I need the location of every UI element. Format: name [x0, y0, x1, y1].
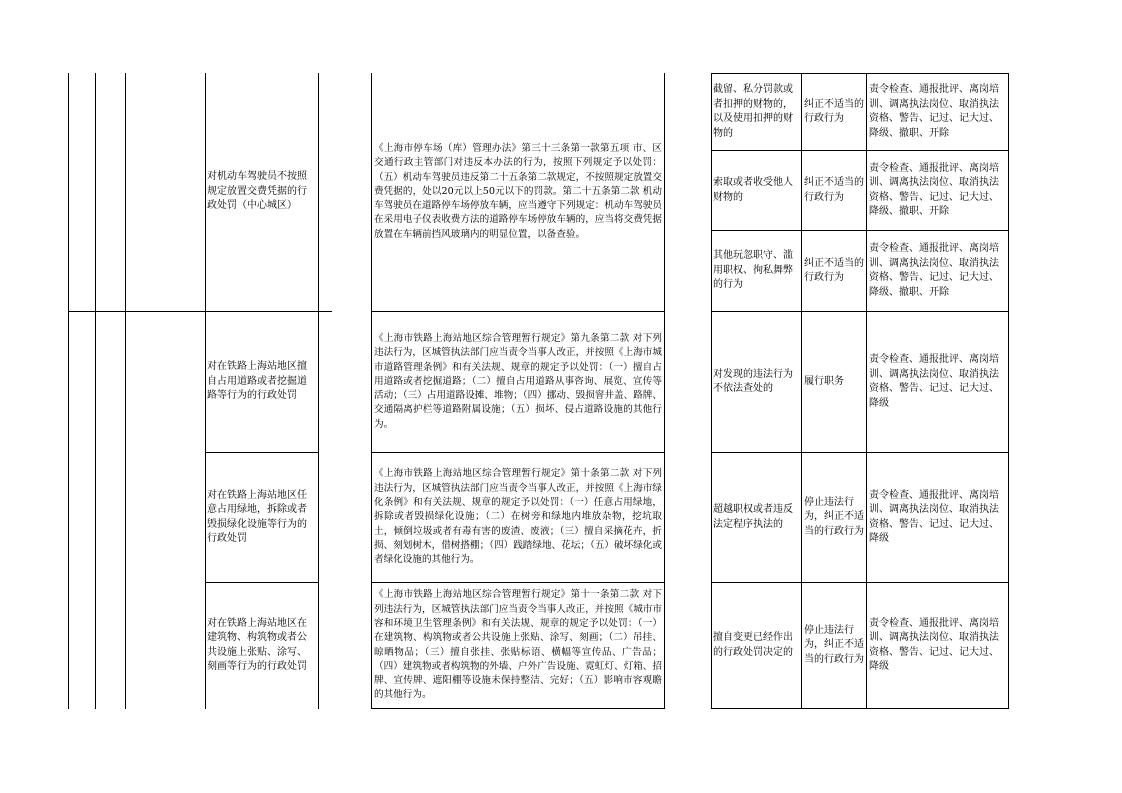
grid-line — [205, 73, 206, 709]
grid-line — [318, 73, 319, 709]
item-name: 对在铁路上海站地区在建筑物、构筑物或者公共设施上张贴、涂写、刻画等行为的行政处罚 — [207, 617, 307, 672]
duty-situation-cell — [713, 74, 799, 150]
duty-situation-cell — [713, 312, 799, 452]
duty-situation-cell — [713, 583, 799, 708]
accountability-cell — [869, 151, 1006, 230]
legal-basis: 《上海市铁路上海站地区综合管理暂行规定》第十条第二款 对下列违法行为，区城管执法部门应当责令当事人改正，并按照《上海市绿化条例》和有关法规、规章的规定予以处罚：（一）任意占用绿地，拆除或者毁损绿化设施；（二）在树旁和绿地内堆放杂物，挖坑取土，倾倒垃圾或者有毒有害的废渣、废液；（三）擅自采摘花卉，折损、刻划树木，借树搭棚；（四）践踏绿地、花坛；（五）破坏绿化或者绿化设施的其他行为。 — [374, 468, 662, 566]
handling: 纠正不适当的行政行为 — [804, 257, 864, 283]
item-name: 对在铁路上海站地区擅自占用道路或者挖掘道路等行为的行政处罚 — [207, 361, 307, 402]
grid-line — [95, 73, 96, 709]
grid-line — [664, 73, 665, 709]
grid-line — [371, 708, 664, 709]
duty-situation: 截留、私分罚款或者扣押的财物的，以及使用扣押的财物的 — [713, 84, 793, 139]
handling: 纠正不适当的行政行为 — [804, 177, 864, 203]
duty-situation: 索取或者收受他人财物的 — [713, 177, 793, 203]
legal-basis: 《上海市铁路上海站地区综合管理暂行规定》第十一条第二款 对下列违法行为，区城管执法部门应当责令当事人改正，并按照《城市市容和环境卫生管理条例》和有关法规、规章的规定予以处罚：（一）在建筑物、构筑物或者公共设施上张贴、涂写、刻画；（二）吊挂、晾晒物品；（三）擅自张挂、张贴标语、横幅等宣传品、广告品；（四）建筑物或者构筑物的外墙、户外广告设施、霓虹灯、灯箱、招牌、宣传牌、遮阳棚等设施未保持整洁、完好；（五）影响市容观瞻的其他行为。 — [374, 589, 662, 701]
item-name-cell — [207, 453, 315, 582]
duty-situation: 对发现的违法行为不依法查处的 — [713, 368, 793, 394]
accountability-cell — [869, 583, 1006, 708]
grid-line — [711, 708, 1008, 709]
legal-basis-cell — [374, 453, 662, 582]
accountability: 责令检查、通报批评、离岗培训、调离执法岗位、取消执法资格、警告、记过、记大过、降级 — [869, 489, 999, 544]
legal-basis: 《上海市停车场（库）管理办法》第三十三条第一款第五项 市、区交通行政主管部门对违反本办法的行为，按照下列规定予以处罚：（五）机动车驾驶员违反第二十五条第二款规定，不按照规定放置交费凭据的，处以20元以上50元以下的罚款。第二十五条第二款 机动车驾驶员在道路停车场停放车辆，应当遵守下列规定：机动车驾驶员在采用电子仪表收费方法的道路停车场停放车辆的，应当将交费凭据放置在车辆前挡风玻璃内的明显位置，以备查验。 — [374, 142, 662, 240]
grid-line — [801, 73, 802, 709]
accountability: 责令检查、通报批评、离岗培训、调离执法岗位、取消执法资格、警告、记过、记大过、降级、撤职、开除 — [869, 243, 999, 298]
grid-line — [68, 73, 69, 709]
duty-situation-cell — [713, 231, 799, 311]
accountability-cell — [869, 74, 1006, 150]
item-name: 对机动车驾驶员不按照规定放置交费凭据的行政处罚（中心城区） — [207, 171, 307, 212]
item-name-cell — [207, 583, 315, 708]
handling-cell — [804, 583, 864, 708]
duty-situation-cell — [713, 453, 799, 582]
accountability: 责令检查、通报批评、离岗培训、调离执法岗位、取消执法资格、警告、记过、记大过、降级 — [869, 617, 999, 672]
handling-cell — [804, 231, 864, 311]
handling: 纠正不适当的行政行为 — [804, 98, 864, 124]
item-name-cell — [207, 73, 315, 311]
legal-basis-cell — [374, 583, 662, 708]
accountability: 责令检查、通报批评、离岗培训、调离执法岗位、取消执法资格、警告、记过、记大过、降级 — [869, 354, 999, 409]
duty-situation: 擅自变更已经作出的行政处罚决定的 — [713, 632, 793, 658]
grid-line — [125, 73, 126, 709]
handling-cell — [804, 312, 864, 452]
handling: 停止违法行为，纠正不适当的行政行为 — [804, 624, 864, 665]
grid-line — [711, 73, 712, 709]
duty-situation-cell — [713, 151, 799, 230]
duty-situation: 超越职权或者违反法定程序执法的 — [713, 504, 793, 530]
accountability: 责令检查、通报批评、离岗培训、调离执法岗位、取消执法资格、警告、记过、记大过、降级、撤职、开除 — [869, 162, 999, 217]
accountability-cell — [869, 231, 1006, 311]
legal-basis: 《上海市铁路上海站地区综合管理暂行规定》第九条第二款 对下列违法行为，区城管执法部门应当责令当事人改正，并按照《上海市城市道路管理条例》和有关法规、规章的规定予以处罚：（一）擅自占用道路或者挖掘道路；（二）擅自占用道路从事咨询、展览、宣传等活动；（三）占用道路设摊、堆物；（四）挪动、毁损窨井盖、路牌、交通隔离护栏等道路附属设施；（五）损坏、侵占道路设施的其他行为。 — [374, 332, 662, 430]
handling: 停止违法行为，纠正不适当的行政行为 — [804, 496, 864, 537]
item-name: 对在铁路上海站地区任意占用绿地，拆除或者毁损绿化设施等行为的行政处罚 — [207, 489, 307, 544]
grid-line — [371, 73, 372, 709]
legal-basis-cell — [374, 312, 662, 452]
item-name-cell — [207, 312, 315, 452]
accountability-cell — [869, 312, 1006, 452]
handling-cell — [804, 74, 864, 150]
accountability: 责令检查、通报批评、离岗培训、调离执法岗位、取消执法资格、警告、记过、记大过、降级、撤职、开除 — [869, 84, 999, 139]
duty-situation: 其他玩忽职守、滥用职权、徇私舞弊的行为 — [713, 250, 793, 291]
grid-line — [1008, 73, 1009, 709]
grid-line — [866, 73, 867, 709]
accountability-cell — [869, 453, 1006, 582]
handling-cell — [804, 151, 864, 230]
handling-cell — [804, 453, 864, 582]
handling: 履行职务 — [804, 375, 844, 387]
legal-basis-cell — [374, 73, 662, 311]
